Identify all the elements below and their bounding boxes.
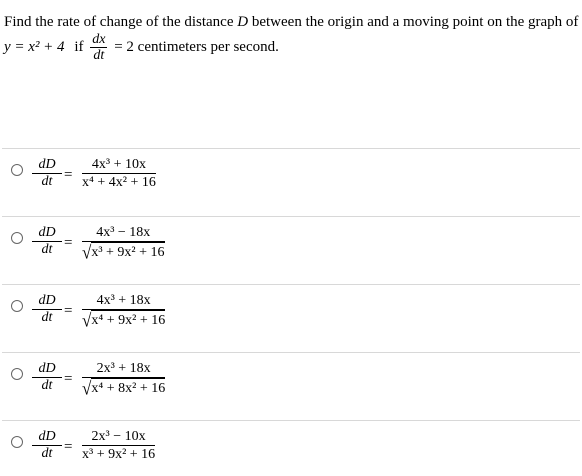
answer-choice-2[interactable] xyxy=(0,216,582,270)
choice-denominator-wrap xyxy=(82,310,165,330)
question-text-part1: Find the rate of change of the distance xyxy=(4,14,234,30)
choice-rhs-fraction xyxy=(82,224,165,262)
answer-choice-1[interactable] xyxy=(0,148,582,202)
choice-numerator: 4x³ + 18x xyxy=(96,293,151,308)
choice-denominator-wrap xyxy=(82,378,165,398)
question-rate-numerator: dx xyxy=(92,32,106,47)
square-root-icon: √ xyxy=(82,242,92,263)
choice-rhs-fraction xyxy=(82,360,165,398)
choice-lhs-numerator: dD xyxy=(38,429,56,444)
choice-denominator: x³ + 9x² + 16 xyxy=(91,242,164,262)
equals-sign: = xyxy=(64,167,73,183)
choice-lhs-fraction xyxy=(32,429,62,462)
choice-lhs-fraction xyxy=(32,157,62,190)
choice-lhs-denominator: dt xyxy=(32,309,62,326)
radio-button-3[interactable] xyxy=(11,300,23,312)
choice-numerator: 4x³ − 18x xyxy=(96,225,151,240)
question-text-line1 xyxy=(4,14,578,31)
question-text-part2: between the origin and a moving point on the graph of xyxy=(251,14,579,30)
choice-lhs-fraction xyxy=(32,293,62,326)
choice-denominator: x⁴ + 8x² + 16 xyxy=(91,378,165,398)
question-rate-denominator: dt xyxy=(93,48,105,63)
choice-denominator: x⁴ + 9x² + 16 xyxy=(91,310,165,330)
choice-rhs-fraction xyxy=(82,428,155,464)
choice-numerator: 2x³ + 18x xyxy=(96,361,151,376)
choice-rhs-fraction xyxy=(82,156,156,192)
choice-denominator: x³ + 9x² + 16 xyxy=(82,447,156,462)
answer-choice-3[interactable] xyxy=(0,284,582,338)
radio-button-1[interactable] xyxy=(11,164,23,176)
equals-sign: = xyxy=(64,439,73,455)
choice-numerator: 4x³ + 10x xyxy=(91,157,146,172)
answer-choice-5[interactable] xyxy=(0,420,582,474)
answer-choice-4[interactable] xyxy=(0,352,582,406)
choice-lhs-denominator: dt xyxy=(32,173,62,190)
choice-numerator: 2x³ − 10x xyxy=(91,429,146,444)
choice-lhs-numerator: dD xyxy=(38,361,56,376)
equals-sign: = xyxy=(64,371,73,387)
choice-lhs-numerator: dD xyxy=(38,293,56,308)
choice-rhs-fraction xyxy=(82,292,165,330)
question-text-line2 xyxy=(4,32,279,72)
question-if-word: if xyxy=(74,39,84,55)
square-root-icon: √ xyxy=(82,310,92,331)
square-root-icon: √ xyxy=(82,378,92,399)
question-equation: y = x² + 4 xyxy=(4,39,65,55)
radio-button-2[interactable] xyxy=(11,232,23,244)
choice-lhs-numerator: dD xyxy=(38,225,56,240)
radio-button-5[interactable] xyxy=(11,436,23,448)
equals-sign: = xyxy=(64,303,73,319)
question-rate-fraction xyxy=(90,32,107,63)
choice-denominator-wrap xyxy=(82,174,156,192)
question-variable-d: D xyxy=(237,14,249,30)
radio-button-4[interactable] xyxy=(11,368,23,380)
choice-lhs-fraction xyxy=(32,361,62,394)
choice-denominator-wrap xyxy=(82,242,165,262)
equals-sign: = xyxy=(64,235,73,251)
question-rate-value: = 2 centimeters per second. xyxy=(114,39,279,55)
choice-lhs-numerator: dD xyxy=(38,157,56,172)
choice-denominator: x⁴ + 4x² + 16 xyxy=(82,175,156,190)
choice-lhs-denominator: dt xyxy=(32,445,62,462)
choice-lhs-denominator: dt xyxy=(32,377,62,394)
choice-lhs-fraction xyxy=(32,225,62,258)
choice-denominator-wrap xyxy=(82,446,155,464)
choice-lhs-denominator: dt xyxy=(32,241,62,258)
